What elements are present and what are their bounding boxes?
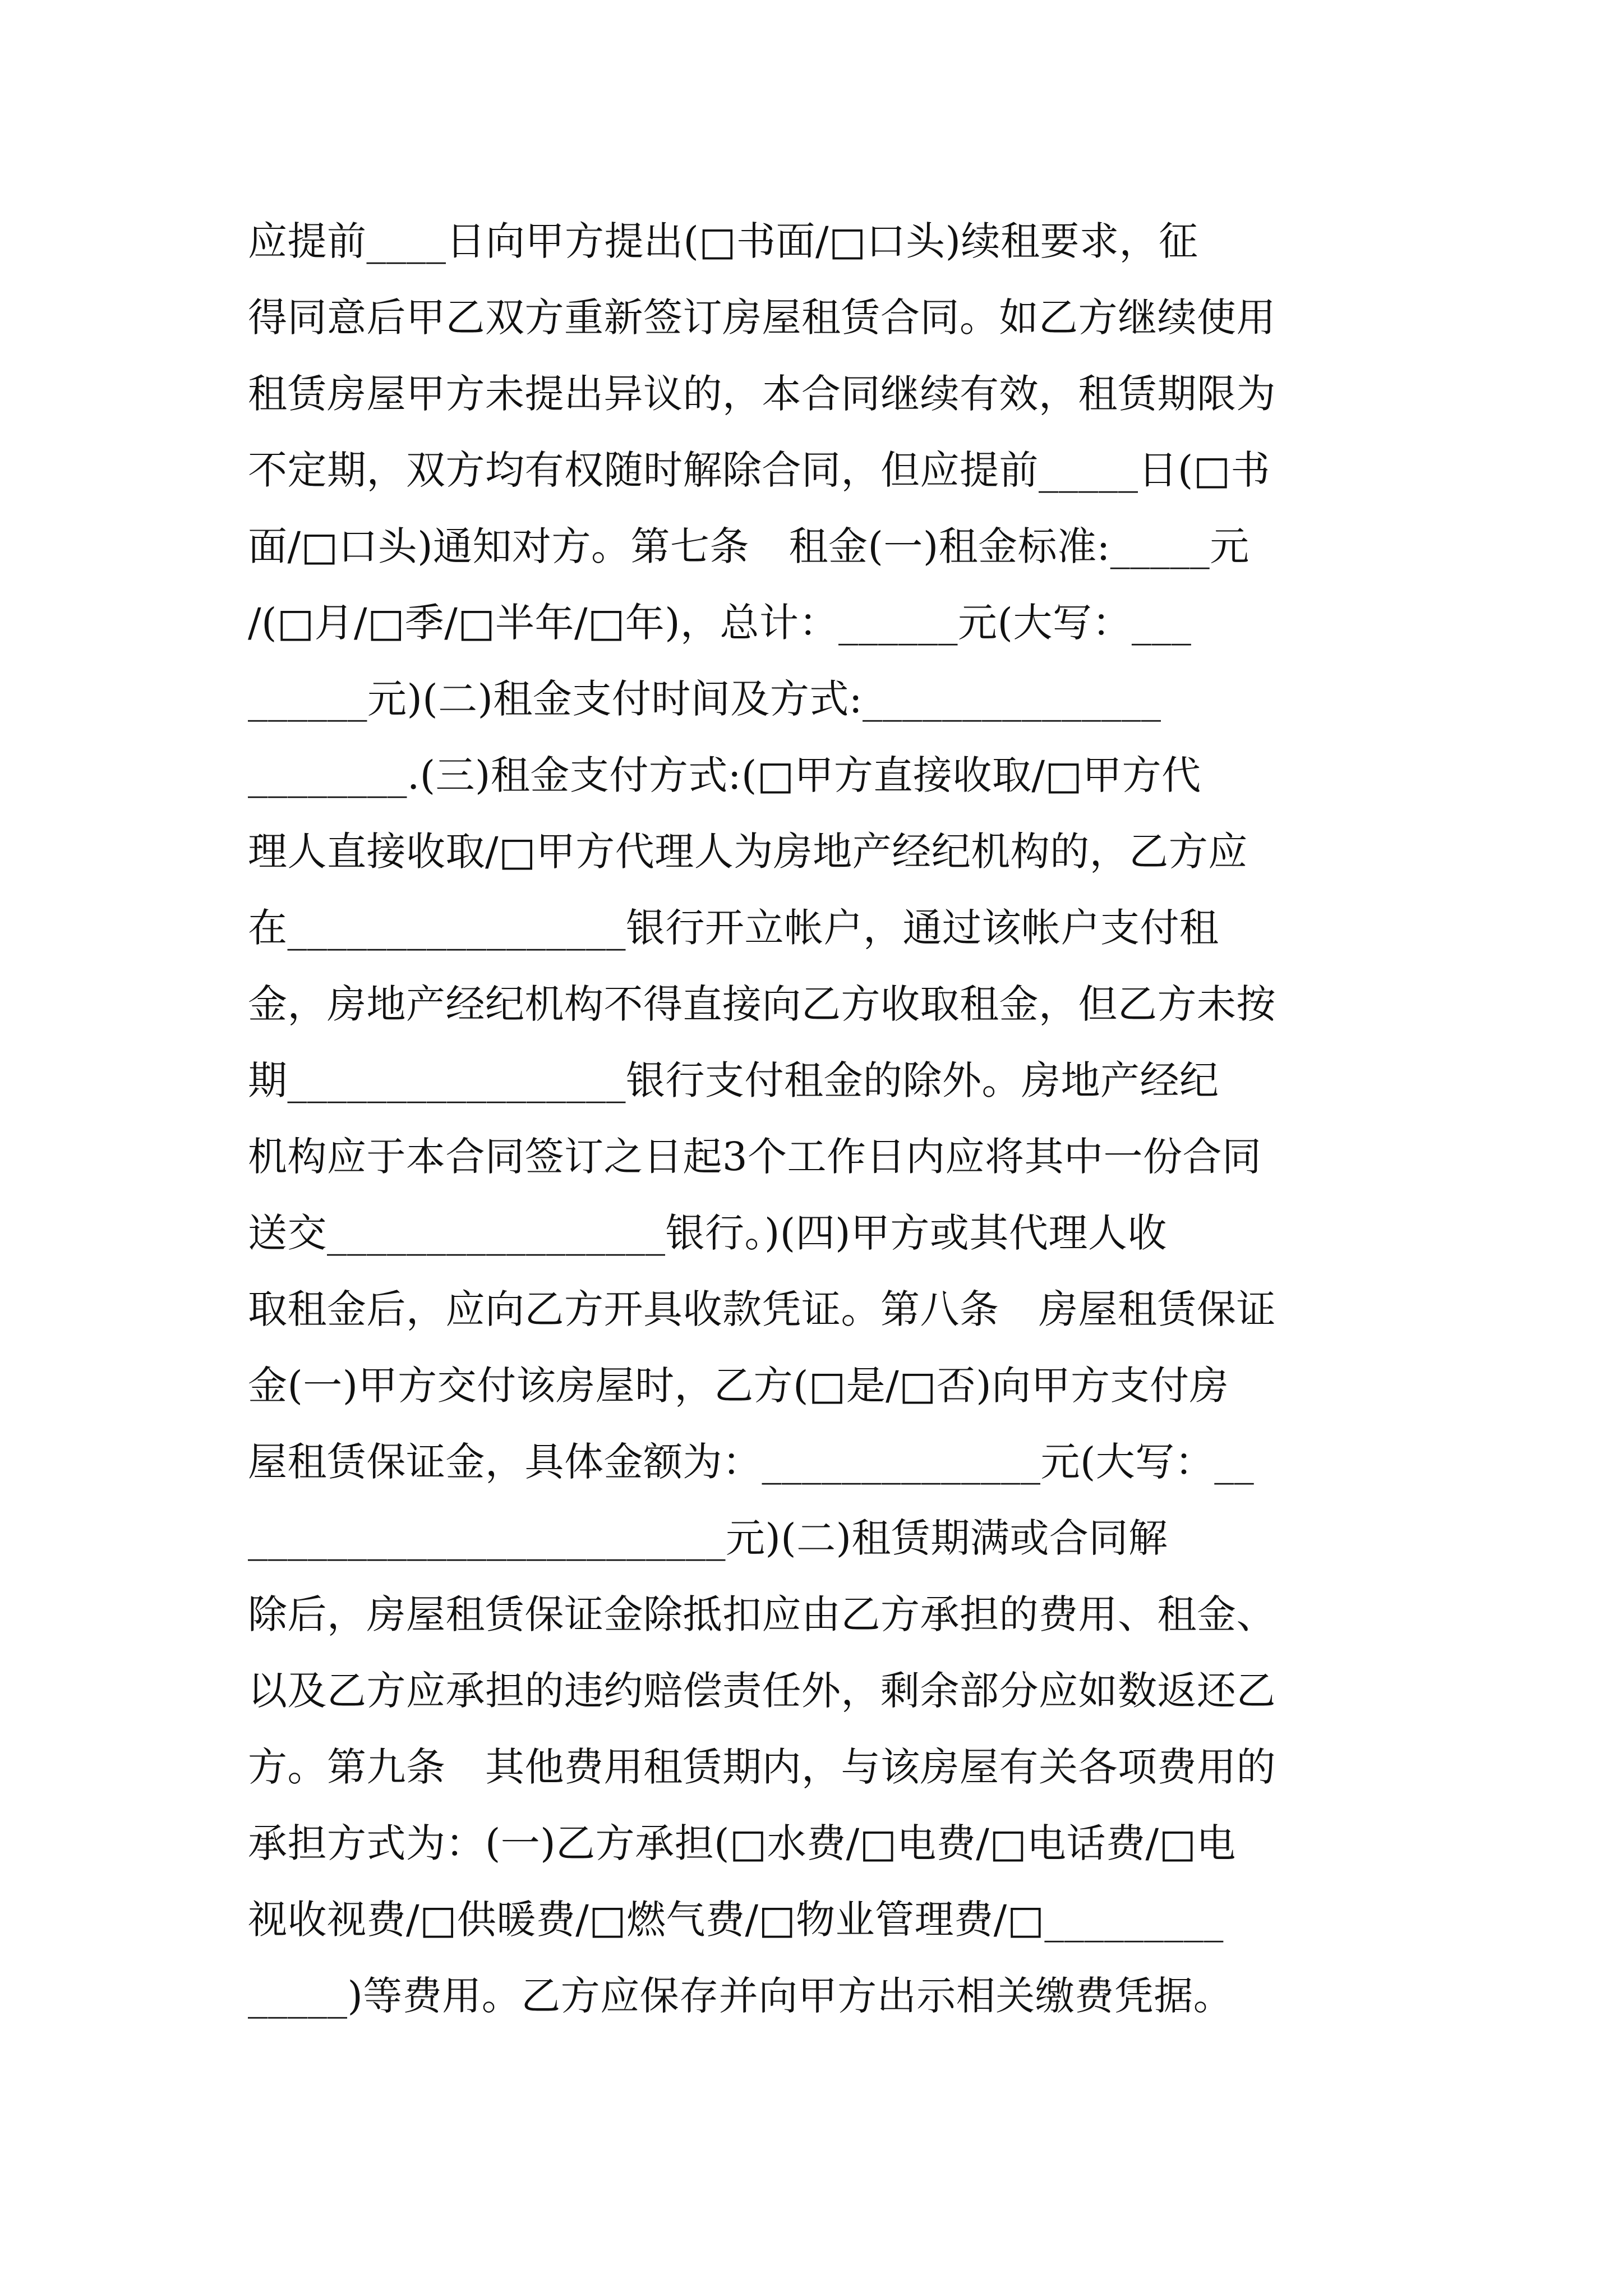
text-line-18 — [248, 1500, 1386, 1576]
text-line-22-content: 承担方式为：(一)乙方承担(□水费/□电费/□电话费/□电 — [248, 1820, 1236, 1866]
text-line-6-content: /(□月/□季/□半年/□年)，总计：______元(大写：___ — [248, 600, 1192, 646]
text-line-16 — [248, 1347, 1386, 1424]
text-line-20-content: 以及乙方应承担的违约赔偿责任外，剩余部分应如数返还乙 — [248, 1668, 1276, 1714]
text-line-24-content: _____)等费用。乙方应保存并向甲方出示相关缴费凭据。 — [248, 1973, 1233, 2019]
text-line-16-content: 金(一)甲方交付该房屋时，乙方(□是/□否)向甲方支付房 — [248, 1363, 1229, 1409]
text-line-20 — [248, 1653, 1386, 1729]
contract-text-block — [248, 203, 1386, 2034]
text-line-10 — [248, 890, 1386, 966]
text-line-11 — [248, 966, 1386, 1042]
text-line-14 — [248, 1195, 1386, 1271]
text-line-12 — [248, 1042, 1386, 1119]
text-line-4 — [248, 432, 1386, 508]
text-line-19 — [248, 1576, 1386, 1653]
text-line-13 — [248, 1119, 1386, 1195]
text-line-19-content: 除后，房屋租赁保证金除抵扣应由乙方承担的费用、租金、 — [248, 1591, 1276, 1637]
text-line-22 — [248, 1805, 1386, 1881]
text-line-9-content: 理人直接收取/□甲方代理人为房地产经纪机构的，乙方应 — [248, 829, 1248, 875]
text-line-7 — [248, 661, 1386, 737]
text-line-2-content: 得同意后甲乙双方重新签订房屋租赁合同。如乙方继续使用 — [248, 295, 1276, 341]
text-line-24 — [248, 1958, 1386, 2034]
text-line-11-content: 金，房地产经纪机构不得直接向乙方收取租金，但乙方未按 — [248, 981, 1276, 1027]
text-line-4-content: 不定期，双方均有权随时解除合同，但应提前_____日(□书 — [248, 447, 1270, 493]
text-line-2 — [248, 279, 1386, 356]
text-line-13-content: 机构应于本合同签订之日起3个工作日内应将其中一份合同 — [248, 1134, 1262, 1180]
text-line-17 — [248, 1424, 1386, 1500]
text-line-1 — [248, 203, 1386, 279]
text-line-3-content: 租赁房屋甲方未提出异议的，本合同继续有效，租赁期限为 — [248, 371, 1276, 417]
text-line-18-content: ________________________元)(二)租赁期满或合同解 — [248, 1515, 1168, 1561]
text-line-8 — [248, 737, 1386, 813]
text-line-21-content: 方。第九条 其他费用租赁期内，与该房屋有关各项费用的 — [248, 1744, 1276, 1790]
text-line-7-content: ______元)(二)租金支付时间及方式:_______________ — [248, 676, 1161, 722]
text-line-15-content: 取租金后，应向乙方开具收款凭证。第八条 房屋租赁保证 — [248, 1286, 1276, 1332]
text-line-5-content: 面/□口头)通知对方。第七条 租金(一)租金标准:_____元 — [248, 523, 1249, 569]
text-line-23-content: 视收视费/□供暖费/□燃气费/□物业管理费/□_________ — [248, 1897, 1224, 1943]
text-line-8-content: ________.(三)租金支付方式:(□甲方直接收取/□甲方代 — [248, 752, 1201, 798]
text-line-6 — [248, 585, 1386, 661]
text-line-17-content: 屋租赁保证金，具体金额为：______________元(大写：__ — [248, 1439, 1255, 1485]
text-line-3 — [248, 356, 1386, 432]
text-line-15 — [248, 1271, 1386, 1347]
text-line-9 — [248, 813, 1386, 890]
text-line-5 — [248, 508, 1386, 585]
text-line-14-content: 送交_________________银行。)(四)甲方或其代理人收 — [248, 1210, 1167, 1256]
text-line-21 — [248, 1729, 1386, 1805]
text-line-1-content: 应提前____日向甲方提出(□书面/□口头)续租要求，征 — [248, 218, 1198, 264]
text-line-12-content: 期_________________银行支付租金的除外。房地产经纪 — [248, 1057, 1219, 1103]
text-line-23 — [248, 1881, 1386, 1958]
text-line-10-content: 在_________________银行开立帐户，通过该帐户支付租 — [248, 905, 1219, 951]
